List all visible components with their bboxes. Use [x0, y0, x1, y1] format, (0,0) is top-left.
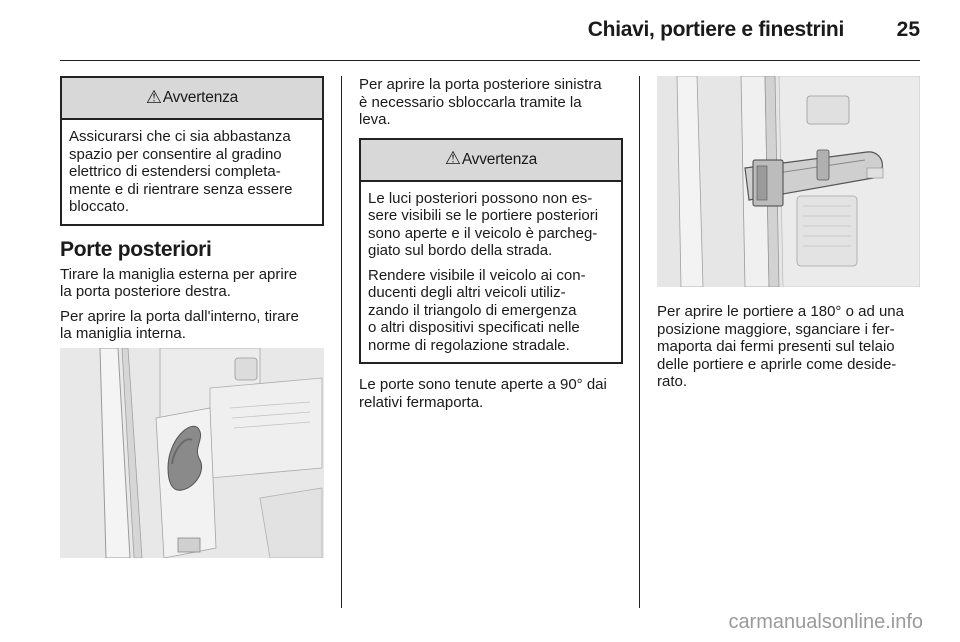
paragraph-inner-handle: Per aprire la porta dall'interno, tirare la maniglia interna.: [60, 307, 299, 342]
column-divider-1: [341, 76, 342, 608]
header-divider: [60, 60, 920, 61]
warning-heading: Avvertenza: [162, 89, 239, 106]
inner-handle-drawing: [60, 348, 324, 558]
warning-text: Assicurarsi che ci sia abbastanza spazio per consentire al gradino elettrico di estendersi completa- mente e di rientrare senza essere bloccato.: [69, 128, 293, 215]
warning-body: [62, 120, 322, 224]
page-header-title: Chiavi, portiere e finestrini: [587, 18, 844, 41]
warning-box-step: [60, 76, 324, 226]
warning-heading: Avvertenza: [461, 150, 538, 168]
column-divider-2: [639, 76, 640, 608]
paragraph-right-door: Tirare la maniglia esterna per aprire la porta posteriore destra.: [60, 265, 298, 300]
warning-box-lights: [359, 138, 623, 365]
warning-header: [62, 78, 322, 120]
warning-body: [361, 182, 621, 363]
door-stop-drawing: [657, 76, 920, 287]
left-column: [60, 76, 324, 343]
paragraph-door-stops: Le porte sono tenute aperte a 90° dai relativi fermaporta.: [359, 376, 607, 411]
page-number: 25: [896, 18, 920, 41]
right-column: [657, 303, 927, 391]
paragraph-180-degrees: Per aprire le portiere a 180° o ad una posizione maggiore, sganciare i fer- maporta dai fermi presenti sul telaio delle portiere e aprirle come deside- rato.: [657, 303, 904, 390]
illustration-door-stop: [657, 76, 920, 287]
middle-column: [359, 76, 623, 411]
illustration-inner-handle: [60, 348, 324, 558]
warning-triangle-icon: ⚠: [444, 148, 461, 168]
warning-triangle-icon: ⚠: [145, 86, 162, 107]
paragraph-left-door-lever: Per aprire la porta posteriore sinistra è necessario sbloccarla tramite la leva.: [359, 76, 602, 128]
section-title: Porte posteriori: [60, 237, 212, 261]
warning-text-visibility: Rendere visibile il veicolo ai con- ducenti degli altri veicoli utiliz- zando il triangolo di emergenza o altri dispositivi specificati nelle norme di regolazione stradale.: [368, 266, 586, 354]
warning-text-lights: Le luci posteriori possono non es- sere visibili se le portiere posteriori sono aperte e il veicolo è parcheg- giato sul bordo della strada.: [368, 189, 599, 259]
watermark: carmanualsonline.info: [728, 611, 923, 633]
warning-header: [361, 140, 621, 182]
